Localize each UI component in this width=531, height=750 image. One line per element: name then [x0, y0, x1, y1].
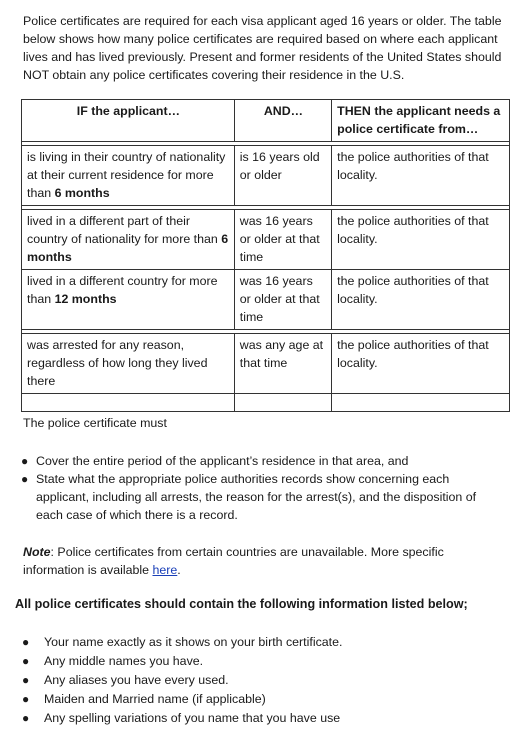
bullet-icon: ●	[22, 635, 30, 649]
table-row	[22, 270, 510, 330]
list-item: ● Maiden and Married name (if applicable)	[20, 690, 490, 709]
list-item: ● Your name exactly as it shows on your birth certificate.	[20, 633, 490, 652]
bullet-icon: ●	[22, 654, 30, 668]
header-and: AND…	[234, 100, 331, 142]
table-row	[22, 334, 510, 394]
header-then-needs: THEN the applicant needs a police certificate from…	[332, 100, 510, 142]
bullet-icon: ●	[22, 711, 30, 725]
note-paragraph: Note: Police certificates from certain countries are unavailable. More specific information is available here.	[23, 545, 444, 577]
row-age: is 16 years old or older	[234, 146, 331, 206]
row-age: was 16 years or older at that time	[234, 270, 331, 330]
note-label: Note	[23, 545, 51, 559]
here-link[interactable]: here	[152, 563, 178, 577]
row-authority: the police authorities of that locality.	[332, 146, 510, 206]
row-condition: lived in a different country for more than 12 months	[22, 270, 235, 330]
bullet-icon: ●	[21, 454, 29, 468]
row-authority: the police authorities of that locality.	[332, 270, 510, 330]
list-item: ● Any middle names you have.	[20, 652, 490, 671]
bullet-icon: ●	[22, 692, 30, 706]
info-heading: All police certificates should contain the following information listed below;	[15, 597, 468, 611]
row-age: was any age at that time	[234, 334, 331, 394]
row-authority: the police authorities of that locality.	[332, 210, 510, 270]
row-authority: the police authorities of that locality.	[332, 334, 510, 394]
police-certificate-rules-table	[21, 99, 510, 412]
bullet-icon: ●	[22, 673, 30, 687]
row-condition: was arrested for any reason, regardless of how long they lived there	[22, 334, 235, 394]
must-title: The police certificate must	[23, 416, 167, 430]
row-condition: lived in a different part of their country of nationality for more than 6 months	[22, 210, 235, 270]
header-if-applicant: IF the applicant…	[22, 100, 235, 142]
must-list	[19, 452, 489, 524]
row-age: was 16 years or older at that time	[234, 210, 331, 270]
bullet-icon: ●	[21, 472, 29, 486]
list-item: ● Cover the entire period of the applicant’s residence in that area, and	[21, 454, 409, 468]
table-header-row	[22, 100, 510, 142]
info-list	[20, 633, 490, 728]
list-item: ● State what the appropriate police authorities records show concerning each applicant, including all arrests, the reason for the arrest(s), and the disposition of each case of which there is a record.	[21, 472, 477, 522]
list-item: ● Any spelling variations of you name that you have use	[20, 709, 490, 728]
table-row	[22, 146, 510, 206]
row-condition: is living in their country of nationality at their current residence for more than 6 months	[22, 146, 235, 206]
table-row-empty	[22, 394, 510, 412]
intro-paragraph: Police certificates are required for each visa applicant aged 16 years or older. The table below shows how many police certificates are required based on where each applicant lives and has lived previously. Present and former residents of the United States should NOT obtain any police certificates covering their residence in the U.S.	[23, 14, 502, 82]
list-item: ● Any aliases you have every used.	[20, 671, 490, 690]
table-row	[22, 210, 510, 270]
